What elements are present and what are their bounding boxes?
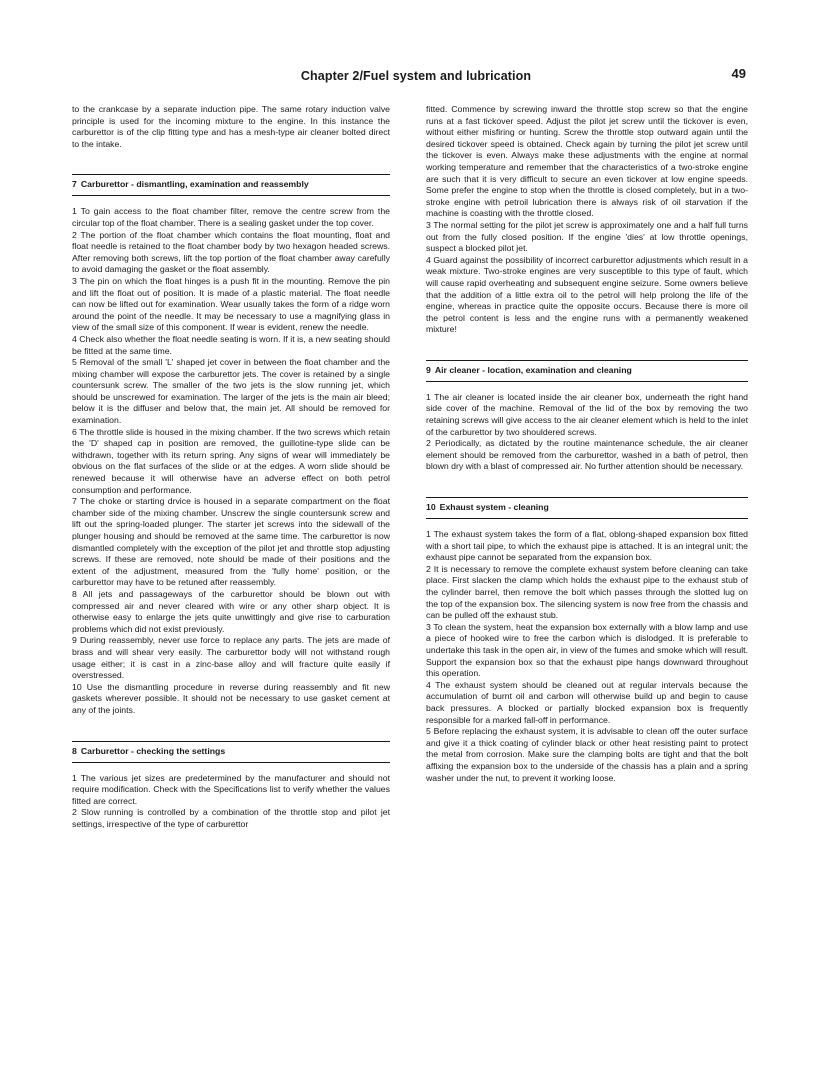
section-8 <box>72 741 390 831</box>
section-heading <box>72 741 390 763</box>
section-9 <box>426 360 748 473</box>
section-title: Exhaust system - cleaning <box>439 502 549 513</box>
section-10 <box>426 497 748 784</box>
paragraph: 8 All jets and passageways of the carburettor should be blown out with compressed air and never cleared with wire or any other sharp object. It is otherwise easy to enlarge the jets quite unwittingly and give rise to carburation problems which did not exist previously. <box>72 588 390 634</box>
paragraph: 1 The air cleaner is located inside the air cleaner box, underneath the right hand side cover of the machine. Removal of the lid of the box by removing the two retaining screws will give access to the air cleaner element which is held to the inlet of the carburettor by two shouldered screws. <box>426 391 748 437</box>
paragraph: 5 Before replacing the exhaust system, it is advisable to clean off the outer surface and give it a thick coating of cylinder black or other heat resisting paint to protect the metal from corrosion. Make sure the clamping bolts are tight and that the bolt affixing the expansion box to the underside of the chassis has a plain and a spring washer under the nut, to prevent it working loose. <box>426 726 748 783</box>
paragraph: 9 During reassembly, never use force to replace any parts. The jets are made of brass and will shear very easily. The carburettor body will not withstand rough usage either; it is cast in a zinc-base alloy and will fracture quite easily if overstressed. <box>72 635 390 681</box>
paragraph: 2 Slow running is controlled by a combination of the throttle stop and pilot jet settings, irrespective of the type of carburettor <box>72 807 390 829</box>
paragraph: 2 The portion of the float chamber which contains the float mounting, float and float needle is retained to the float chamber body by two hexagon headed screws. After removing both screws, lift the top portion of the float chamber away carefully to avoid damaging the gasket or the float assembly. <box>72 229 390 275</box>
section-title: Carburettor - checking the settings <box>80 745 226 756</box>
paragraph: 4 Check also whether the float needle seating is worn. If it is, a new seating should be fitted at the same time. <box>72 333 390 356</box>
left-column <box>72 104 390 830</box>
paragraph: 7 The choke or starting drvice is housed in a separate compartment on the float chamber side of the mixing chamber. Unscrew the single countersunk screw and lift out the spring-loaded plunger. The starter jet screws into the sidewall of the plunger housing and should be removed at the same time. The carburettor is now dismantled completely with the exception of the pilot jet and throttle stop adjusting screws. If these are removed, note should be made of their positions and the extent of the adjustment, measured from the 'fully home' position, or the carburettor may have to be retuned after reassembly. <box>72 496 390 588</box>
section-number: 10 <box>426 502 436 513</box>
section-number: 9 <box>426 364 431 375</box>
section-number: 8 <box>72 745 77 756</box>
section-title: Air cleaner - location, examination and cleaning <box>434 364 632 375</box>
paragraph: 1 The various jet sizes are predetermined by the manufacturer and should not require modification. Check with the Specifications list to verify whether the values fitted are correct. <box>72 772 390 806</box>
paragraph: 2 Periodically, as dictated by the routine maintenance schedule, the air cleaner element should be removed from the carburettor, washed in a bath of petrol, then blown dry with a blast of compressed air. No further attention should be necessary. <box>426 438 748 472</box>
paragraph: 5 Removal of the small 'L' shaped jet cover in between the float chamber and the mixing chamber will expose the carburettor jets. The cover is retained by a single countersunk screw. The smaller of the two jets is the slow running jet, which should be unscrewed for examination. The larger of the jets is the main air bleed; below it is the diffuser and below that, the main jet. All should be removed for examination. <box>72 357 390 426</box>
paragraph: 1 The exhaust system takes the form of a flat, oblong-shaped expansion box fitted with a short tail pipe, to which the exhaust pipe is attached. It is an integral unit; the exhaust pipe cannot be separated from the expansion box. <box>426 529 748 563</box>
paragraph: 3 To clean the system, heat the expansion box externally with a blow lamp and use a piece of hooked wire to free the carbon which is dislodged. It is preferable to undertake this task in the open air, in view of the fumes and smoke which will result. Support the expansion box so that the exhaust pipe hangs downward throughout this operation. <box>426 621 748 679</box>
paragraph: 3 The pin on which the float hinges is a push fit in the mounting. Remove the pin and lift the float out of position. It is made of a plastic material. The float needle can now be lifted out for examination. Wear usually takes the form of a ridge worn around the point of the needle. It may be necessary to use a magnifying glass in view of the small size of this component. If wear is evident, renew the needle. <box>72 275 390 333</box>
section-title: Carburettor - dismantling, examination and reassembly <box>80 179 309 190</box>
page-number: 49 <box>731 66 746 81</box>
continuation-paragraph: fitted. Commence by screwing inward the throttle stop screw so that the engine runs at a fast tickover speed. Adjust the pilot jet screw until the tickover is even, without either misfiring or hunting. Screw the throttle stop outward again until the desired tickover speed is obtained. Check again by turning the pilot jet screw until the tickover is even. Always make these adjustments with the engine at normal working temperature and remember that the characteristics of a two-stroke engine are such that it is very difficult to secure an even tickover at low engine speeds. Some prefer the engine to stop when the throttle is closed completely, but in a two-stroke engine with petroil lubrication there is always risk of oil starvation if the machine is coasting with the throttle closed. <box>426 104 748 219</box>
paragraph: 4 Guard against the possibility of incorrect carburettor adjustments which result in a weak mixture. Two-stroke engines are very susceptible to this type of fault, which will cause rapid overheating and subsequent engine seizure. Some owners believe that the addition of a little extra oil to the petrol will help prolong the life of the engine, whereas in practice quite the opposite occurs. Because there is more oil the petrol content is less and the engine runs with a permanently weakened mixture! <box>426 254 748 335</box>
intro-paragraph: to the crankcase by a separate induction pipe. The same rotary induction valve principle is used for the incoming mixture to the engine. In this instance the carburettor is of the clip fitting type and has a mesh-type air cleaner bolted direct to the intake. <box>72 104 390 149</box>
section-heading <box>426 497 748 519</box>
paragraph: 6 The throttle slide is housed in the mixing chamber. If the two screws which retain the 'D' shaped cap in position are removed, the guillotine-type slide can be withdrawn, together with its return spring. Any signs of wear will immediately be obvious on the flat surfaces of the slide or at the edges. A worn slide should be renewed because it will otherwise have an adverse effect on both petrol consumption and performance. <box>72 426 390 495</box>
section-heading <box>426 360 748 382</box>
paragraph: 4 The exhaust system should be cleaned out at regular intervals because the accumulation of burnt oil and carbon will otherwise build up and begin to cause back pressures. A blocked or partially blocked expansion box is frequently responsible for a marked fall-off in performance. <box>426 679 748 725</box>
section-heading <box>72 174 390 196</box>
right-column <box>426 104 748 784</box>
section-7 <box>72 174 390 716</box>
paragraph: 10 Use the dismantling procedure in reverse during reassembly and fit new gaskets wherever possible. It should not be necessary to use gasket cement at any of the joints. <box>72 681 390 715</box>
paragraph: 2 It is necessary to remove the complete exhaust system before cleaning can take place. First slacken the clamp which holds the exhaust pipe to the exhaust stub of the cylinder barrel, then remove the bolt which passes through the slotted lug on the top of the expansion box. The silencing system is now free from the chassis and can be pulled off the exhaust stub. <box>426 563 748 621</box>
running-title: Chapter 2/Fuel system and lubrication <box>300 69 532 83</box>
paragraph: 3 The normal setting for the pilot jet screw is approximately one and a half full turns out from the fully closed position. If the engine 'dies' at low throttle openings, suspect a blocked pilot jet. <box>426 219 748 254</box>
paragraph: 1 To gain access to the float chamber filter, remove the centre screw from the circular top of the float chamber. There is a sealing gasket under the top cover. <box>72 206 390 228</box>
section-number: 7 <box>72 179 77 190</box>
